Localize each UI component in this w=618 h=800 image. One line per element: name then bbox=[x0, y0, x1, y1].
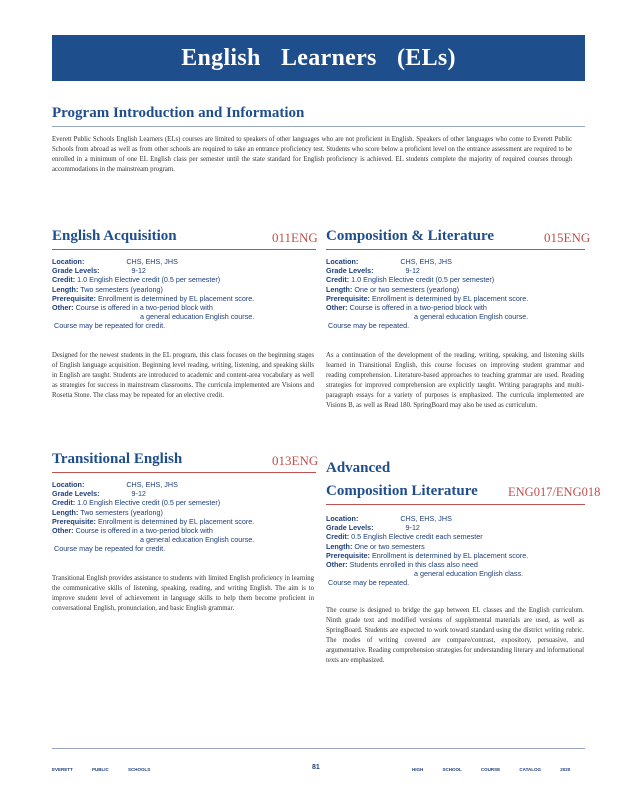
course-title-english-acquisition: English Acquisition bbox=[52, 228, 177, 244]
location-value: CHS, EHS, JHS bbox=[126, 480, 178, 489]
length-value: One or two semesters (yearlong) bbox=[354, 284, 460, 294]
length-label: Length: bbox=[52, 284, 79, 294]
other-label: Other: bbox=[52, 303, 74, 313]
course-desc-acq: Designed for the newest students in the EL program, this class focuses on the beginning stages of English language acquisition. Beginning level reading, writing, listening, and speaking skills in English are taught. Students are introduced to academic and content-area vocabulary as well as strategies for success in mainstream classrooms. The curricula implemented are Visions and Rosetta Stone. The class may be repeated for an elective credit. bbox=[52, 352, 314, 399]
prereq-value: Enrollment is determined by EL placement score. bbox=[97, 293, 255, 303]
prereq-label: Prerequisite: bbox=[52, 516, 96, 526]
other-value: Course is offered in a two-period block with bbox=[349, 303, 487, 313]
course-code-013eng: 013ENG bbox=[272, 453, 319, 468]
divider-adv bbox=[326, 504, 585, 505]
credit-label: Credit: bbox=[326, 532, 350, 542]
page-number: 81 bbox=[312, 764, 320, 771]
other-label: Other: bbox=[326, 560, 348, 570]
location-value: CHS, EHS, JHS bbox=[126, 257, 178, 266]
grade-value: 9-12 bbox=[131, 266, 146, 276]
course-desc-comp: As a continuation of the development of the reading, writing, speaking, and listening skills learned in Transitional English, this course focuses on improving student grammar and reading comprehension. Literature-based approaches to teaching grammar are used. Reading strategies for improved comprehension are explicitly taught. Writing paragraphs and multi-paragraph essays for a variety of purposes is emphasized. The curricula implemented are Visions B, as well as Read 180. SpringBoard may also be used as curriculum. bbox=[326, 352, 584, 409]
repeat-note: Course may be repeated. bbox=[328, 578, 410, 588]
grade-label: Grade Levels: bbox=[52, 266, 100, 276]
other-value: Students enrolled in this class also need bbox=[349, 560, 478, 570]
grade-label: Grade Levels: bbox=[52, 489, 100, 499]
header-banner bbox=[52, 35, 585, 81]
other-value: Course is offered in a two-period block with bbox=[75, 526, 213, 536]
length-value: Two semesters (yearlong) bbox=[80, 284, 163, 294]
other-value-cont: a general education English course. bbox=[140, 535, 255, 545]
credit-label: Credit: bbox=[326, 275, 350, 285]
intro-heading: Program Introduction and Information bbox=[52, 105, 305, 121]
course-title-transitional-english: Transitional English bbox=[52, 451, 183, 467]
footer-divider bbox=[52, 748, 585, 749]
course-code-015eng: 015ENG bbox=[544, 230, 591, 245]
prereq-value: Enrollment is determined by EL placement score. bbox=[371, 550, 529, 560]
length-label: Length: bbox=[326, 541, 353, 551]
location-label: Location: bbox=[326, 257, 359, 266]
divider-acq bbox=[52, 249, 316, 250]
credit-value: 1.0 English Elective credit (0.5 per semester) bbox=[77, 275, 221, 285]
credit-value: 1.0 English Elective credit (0.5 per semester) bbox=[77, 498, 221, 508]
credit-value: 1.0 English Elective credit (0.5 per semester) bbox=[351, 275, 495, 285]
prereq-label: Prerequisite: bbox=[52, 293, 96, 303]
course-title-advanced: Advanced bbox=[326, 460, 391, 476]
length-label: Length: bbox=[326, 284, 353, 294]
repeat-note: Course may be repeated for credit. bbox=[54, 544, 166, 554]
course-info-acq bbox=[52, 257, 316, 331]
other-label: Other: bbox=[326, 303, 348, 313]
credit-label: Credit: bbox=[52, 498, 76, 508]
course-title-composition-literature: Composition & Literature bbox=[326, 228, 495, 244]
intro-text: Everett Public Schools English Learners (ELs) courses are limited to speakers of other languages who are not proficient in English. Speakers of other languages who come to Everett Public Schools from abroad as well as from other schools are required to take an entrance proficiency test. Students who score below a proficient level on the entrance assessment are required to be enrolled in a minimum of one EL English class per semester until the state standard for English proficiency is achieved. EL students complete the majority of required courses through accommodations in the mainstream program. bbox=[52, 136, 572, 173]
other-value: Course is offered in a two-period block with bbox=[75, 303, 213, 313]
divider-trans bbox=[52, 472, 316, 473]
length-value: One or two semesters bbox=[354, 541, 425, 551]
location-label: Location: bbox=[326, 514, 359, 523]
grade-label: Grade Levels: bbox=[326, 266, 374, 276]
prereq-value: Enrollment is determined by EL placement score. bbox=[371, 293, 529, 303]
course-code-eng017-eng018: ENG017/ENG018 bbox=[508, 485, 601, 499]
length-label: Length: bbox=[52, 507, 79, 517]
grade-label: Grade Levels: bbox=[326, 523, 374, 533]
course-desc-trans: Transitional English provides assistance to students with limited English proficiency in learning the communicative skills of listening, speaking, reading, and writing English. The aim is to improve student level of achievement in language skills to help them become proficient in conversational English, pronunciation, and basic English grammar. bbox=[52, 575, 314, 612]
length-value: Two semesters (yearlong) bbox=[80, 507, 163, 517]
prereq-label: Prerequisite: bbox=[326, 293, 370, 303]
course-desc-adv: The course is designed to bridge the gap between EL classes and the English curriculum. Ninth grade text and modified versions of supplemental materials are used, as well as SpringBoard. Students are expected to work toward standard using the district writing rubric. The modes of writing covered are compare/contrast, expository, persuasive, and argumentative. Reading comprehension strategies for understanding literary and informational texts are emphasized. bbox=[326, 607, 584, 664]
course-info-adv bbox=[326, 514, 585, 588]
grade-value: 9-12 bbox=[131, 489, 146, 499]
footer-right: HIGH SCHOOL COURSE CATALOG 2020 bbox=[412, 767, 571, 772]
location-label: Location: bbox=[52, 257, 85, 266]
course-info-trans bbox=[52, 480, 316, 554]
grade-value: 9-12 bbox=[405, 266, 420, 276]
course-title-composition-literature-adv: Composition Literature bbox=[326, 483, 478, 499]
location-label: Location: bbox=[52, 480, 85, 489]
intro-divider bbox=[52, 126, 585, 127]
other-value-cont: a general education English course. bbox=[414, 312, 529, 322]
location-value: CHS, EHS, JHS bbox=[400, 257, 452, 266]
course-code-011eng: 011ENG bbox=[272, 230, 318, 245]
page-title: English Learners (ELs) bbox=[181, 44, 456, 71]
footer-left: EVERETT PUBLIC SCHOOLS bbox=[52, 767, 151, 772]
credit-label: Credit: bbox=[52, 275, 76, 285]
course-info-comp bbox=[326, 257, 585, 331]
other-value-cont: a general education English course. bbox=[140, 312, 255, 322]
repeat-note: Course may be repeated for credit. bbox=[54, 321, 166, 331]
divider-comp bbox=[326, 249, 585, 250]
grade-value: 9-12 bbox=[405, 523, 420, 533]
other-value-cont: a general education English class. bbox=[414, 569, 524, 579]
prereq-label: Prerequisite: bbox=[326, 550, 370, 560]
other-label: Other: bbox=[52, 526, 74, 536]
credit-value: 0.5 English Elective credit each semester bbox=[351, 532, 483, 542]
repeat-note: Course may be repeated. bbox=[328, 321, 410, 331]
prereq-value: Enrollment is determined by EL placement score. bbox=[97, 516, 255, 526]
location-value: CHS, EHS, JHS bbox=[400, 514, 452, 523]
